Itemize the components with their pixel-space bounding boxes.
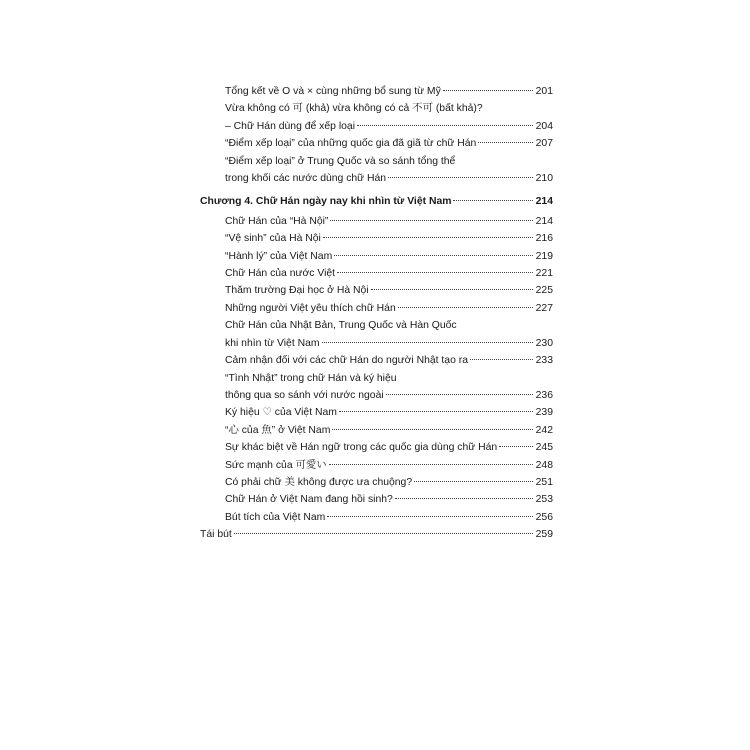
toc-page-number: 216 <box>535 233 553 245</box>
toc-entry-title-line: “Tình Nhật” trong chữ Hán và ký hiệu <box>225 372 397 384</box>
toc-entry <box>200 153 553 188</box>
toc-entry <box>200 352 553 369</box>
toc-entry-title: Sức mạnh của 可愛い <box>225 459 327 471</box>
toc-entry-title: Tái bút <box>200 529 232 541</box>
toc-entry <box>200 213 553 230</box>
toc-entry <box>200 457 553 474</box>
toc-page-number: 201 <box>535 86 553 97</box>
toc-page-number: 207 <box>535 138 553 150</box>
toc-page-number: 221 <box>535 268 553 280</box>
toc-entry-title: Chữ Hán ở Việt Nam đang hồi sinh? <box>225 494 393 506</box>
toc-page-number: 259 <box>535 529 553 541</box>
dot-leader <box>334 255 533 256</box>
table-of-contents <box>200 83 553 544</box>
dot-leader <box>332 429 533 430</box>
toc-entry-title: trong khối các nước dùng chữ Hán <box>225 173 387 185</box>
toc-page-number: 204 <box>535 120 553 132</box>
dot-leader <box>337 272 533 273</box>
toc-chapter-entry <box>200 193 553 210</box>
toc-entry-title: Có phải chữ 美 không được ưa chuộng? <box>225 476 413 488</box>
dot-leader <box>371 289 533 290</box>
dot-leader <box>398 307 533 308</box>
toc-entry <box>200 422 553 439</box>
toc-page-number: 210 <box>535 173 553 185</box>
toc-entry-title: Chương 4. Chữ Hán ngày nay khi nhìn từ Việt Nam <box>200 196 452 208</box>
dot-leader <box>443 90 533 91</box>
toc-entry <box>200 265 553 282</box>
toc-entry-title: Cảm nhận đối với các chữ Hán do người Nhật tạo ra <box>225 355 468 367</box>
dot-leader <box>329 464 533 465</box>
dot-leader <box>339 411 533 412</box>
dot-leader <box>234 533 533 534</box>
toc-entry-title: “Điểm xếp loại” của những quốc gia đã giã từ chữ Hán <box>225 138 477 150</box>
toc-entry <box>200 439 553 456</box>
dot-leader <box>322 342 533 343</box>
toc-page-number: 230 <box>535 337 553 349</box>
toc-entry <box>200 282 553 299</box>
toc-page-number: 227 <box>535 302 553 314</box>
toc-entry <box>200 404 553 421</box>
toc-entry <box>200 83 553 100</box>
toc-entry-title-line: Vừa không có 可 (khả) vừa không có cả 不可 (bất khả)? <box>225 103 483 115</box>
dot-leader <box>478 142 533 143</box>
toc-page-number: 219 <box>535 250 553 262</box>
toc-entry-title: thông qua so sánh với nước ngoài <box>225 389 384 401</box>
dot-leader <box>330 220 533 221</box>
toc-page-number: 239 <box>535 407 553 419</box>
toc-page-number: 225 <box>535 285 553 297</box>
toc-page-number: 214 <box>535 196 553 208</box>
toc-entry-title: “心 của 魚” ở Việt Nam <box>225 424 331 436</box>
toc-entry-title-line: “Điểm xếp loại” ở Trung Quốc và so sánh tổng thể <box>225 155 456 167</box>
toc-entry-title: Chữ Hán của nước Việt <box>225 268 336 280</box>
toc-entry <box>200 248 553 265</box>
toc-entry <box>200 317 553 352</box>
toc-entry-title: “Vệ sinh” của Hà Nội <box>225 233 321 245</box>
toc-page-number: 242 <box>535 424 553 436</box>
toc-entry <box>200 509 553 526</box>
toc-entry-title-line: Chữ Hán của Nhật Bản, Trung Quốc và Hàn Quốc <box>225 320 457 332</box>
dot-leader <box>323 237 533 238</box>
toc-entry-title: Ký hiệu ♡ của Việt Nam <box>225 407 337 419</box>
dot-leader <box>414 481 533 482</box>
toc-entry-title: khi nhìn từ Việt Nam <box>225 337 320 349</box>
toc-page-number: 214 <box>535 215 553 227</box>
toc-page-number: 251 <box>535 476 553 488</box>
dot-leader <box>470 359 533 360</box>
dot-leader <box>327 516 533 517</box>
dot-leader <box>357 125 533 126</box>
toc-entry <box>200 491 553 508</box>
toc-entry <box>200 135 553 152</box>
toc-page-number: 245 <box>535 442 553 454</box>
toc-entry-title: Sự khác biệt về Hán ngữ trong các quốc gia dùng chữ Hán <box>225 442 498 454</box>
toc-entry <box>200 100 553 135</box>
toc-entry-title: “Hành lý” của Việt Nam <box>225 250 333 262</box>
toc-entry <box>200 526 553 543</box>
toc-entry <box>200 370 553 405</box>
toc-page-number: 236 <box>535 389 553 401</box>
toc-entry-title: Bút tích của Việt Nam <box>225 511 326 523</box>
toc-page-number: 256 <box>535 511 553 523</box>
toc-entry <box>200 300 553 317</box>
toc-page-number: 233 <box>535 355 553 367</box>
toc-entry <box>200 474 553 491</box>
toc-entry-title: Thăm trường Đại học ở Hà Nội <box>225 285 369 297</box>
toc-entry-title: Tổng kết về O và × cùng những bổ sung từ Mỹ <box>225 86 441 97</box>
toc-page-number: 253 <box>535 494 553 506</box>
dot-leader <box>453 200 533 201</box>
toc-entry <box>200 230 553 247</box>
toc-entry-title: Những người Việt yêu thích chữ Hán <box>225 302 396 314</box>
dot-leader <box>388 177 533 178</box>
dot-leader <box>499 446 533 447</box>
dot-leader <box>395 498 533 499</box>
dot-leader <box>386 394 533 395</box>
toc-entry-title: Chữ Hán của “Hà Nội” <box>225 215 329 227</box>
toc-entry-title: – Chữ Hán dùng để xếp loại <box>225 120 355 132</box>
toc-page-number: 248 <box>535 459 553 471</box>
